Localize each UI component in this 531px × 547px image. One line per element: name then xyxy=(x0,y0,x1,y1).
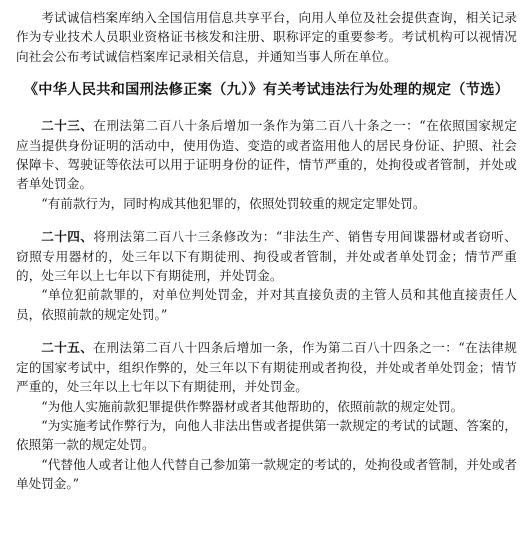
article-23-quote-1: “有前款行为，同时构成其他犯罪的，依照处罚较重的规定定罪处罚。 xyxy=(41,195,426,211)
article-25-quote-2: “为实施考试作弊行为，向他人非法出售或者提供第一款规定的考试的试题、答案的，依照第一款的规定处罚。 xyxy=(16,417,517,453)
article-24-quote-1: “单位犯前款罪的，对单位判处罚金，并对其直接负责的主管人员和其他直接责任人员，依照前款的规定处罚。” xyxy=(16,287,517,322)
article-23-number: 二十三、 xyxy=(41,118,94,134)
article-25 xyxy=(16,338,517,493)
article-24-body xyxy=(16,227,517,285)
article-23 xyxy=(16,116,517,213)
article-25-number: 二十五、 xyxy=(41,340,94,356)
article-24 xyxy=(16,227,517,324)
article-25-quote-3: “代替他人或者让他人代替自己参加第一款规定的考试的，处拘役或者管制，并处或者单处罚金。” xyxy=(16,456,517,492)
article-23-text: 在刑法第二百八十条后增加一条作为第二百八十条之一：“在依照国家规定应当提供身份证明的活动中，使用伪造、变造的或者盗用他人的居民身份证、护照、社会保障卡、驾驶证等依法可以用于证明身份的证件，情节严重的，处拘役或者管制，并处或者单处罚金。 xyxy=(16,118,517,192)
article-23-body xyxy=(16,116,517,194)
section-title: 《中华人民共和国刑法修正案（九）》有关考试违法行为处理的规定（节选） xyxy=(23,82,510,99)
spacer xyxy=(16,324,517,338)
article-24-text: 将刑法第二百八十三条修改为：“非法生产、销售专用间谍器材或者窃听、窃照专用器材的，处三年以下有期徒刑、拘役或者管制，并处或者单处罚金；情节严重的，处三年以上七年以下有期徒刑，并处罚金。 xyxy=(16,229,517,284)
intro-paragraph: 考试诚信档案库纳入全国信用信息共享平台，向用人单位及社会提供查询，相关记录作为专业技术人员职业资格证书核发和注册、职称评定的重要参考。考试机构可以视情况向社会公布考试诚信档案库记录相关信息，并通知当事人所在单位。 xyxy=(16,10,517,64)
article-25-quote-1: “为他人实施前款犯罪提供作弊器材或者其他帮助的，依照前款的规定处罚。 xyxy=(41,398,464,414)
article-25-body xyxy=(16,338,517,396)
spacer xyxy=(16,213,517,227)
article-25-text: 在刑法第二百八十四条后增加一条，作为第二百八十四条之一：“在法律规定的国家考试中，组织作弊的，处三年以下有期徒刑或者拘役，并处或者单处罚金；情节严重的，处三年以上七年以下有期徒刑，并处罚金。 xyxy=(16,340,517,395)
article-24-number: 二十四、 xyxy=(41,229,94,245)
